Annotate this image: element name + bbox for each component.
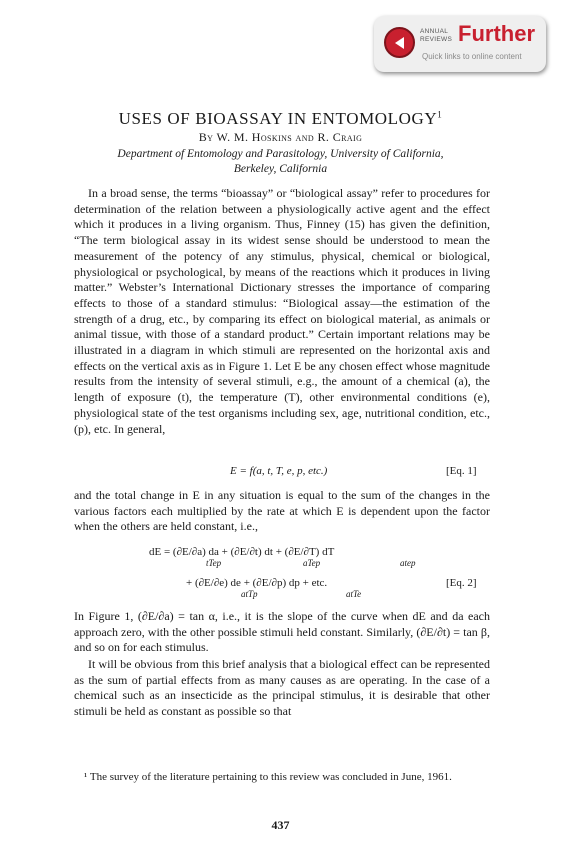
equation-2-subscript-a: tTep: [206, 558, 222, 568]
equation-1: E = f(a, t, T, e, p, etc.): [230, 465, 328, 477]
equation-2-subscript-e: atTp: [241, 589, 258, 599]
annual-reviews-further-badge[interactable]: [374, 16, 546, 72]
equation-2-subscript-T: atep: [400, 558, 416, 568]
footnote: ¹ The survey of the literature pertaining to this review was concluded in June, 1961.: [84, 771, 452, 783]
title-footnote-marker: 1: [437, 109, 443, 120]
affiliation-line-1: Department of Entomology and Parasitology, University of California,: [117, 148, 444, 160]
body-paragraph-1: In a broad sense, the terms “bioassay” or “biological assay” refer to procedures for determination of the relation between a physiologically active agent and the effect which it produces in a living organism. Thus, Finney (15) has given the definition, “The term biological assay in its widest sense should be understood to mean the measurement of the potency of any stimulus, physical, chemical or biological, physiological or psychological, by means of the reactions which it produces in living matter.” Webster’s International Dictionary stresses the importance of comparing effects to those of a standard stimulus: “Biological assay—the estimation of the strength of a drug, etc., by comparing its effect on biological material, as animals or animal tissue, with those of a standard product.” Certain important relations may be illustrated in a diagram in which stimuli are represented on the horizontal axis and effects on the vertical axis as in Figure 1. Let E be any chosen effect whose magnitude results from the intensity of several stimuli, e.g., the amount of a chemical (a), the length of exposure (t), the temperature (T), other environmental conditions (e), physiological state of the test organisms including sex, age, nutritional condition, etc., (p), etc. In general,: [74, 186, 490, 436]
page-number: 437: [271, 818, 290, 832]
play-icon: [384, 27, 415, 58]
equation-1-label: [Eq. 1]: [446, 465, 477, 477]
affiliation-line-2: Berkeley, California: [233, 163, 328, 175]
badge-further-title: Further: [458, 21, 535, 46]
badge-annual-reviews-label: ANNUAL REVIEWS: [420, 28, 453, 43]
badge-subtitle: Quick links to online content: [422, 52, 522, 61]
equation-2-line-2: + (∂E/∂e) de + (∂E/∂p) dp + etc.: [186, 577, 328, 589]
equation-2-subscript-t: aTep: [303, 558, 321, 568]
article-authors: By W. M. Hoskins and R. Craig: [198, 130, 363, 144]
equation-2-label: [Eq. 2]: [446, 577, 477, 589]
article-title: USES OF BIOASSAY IN ENTOMOLOGY$^1$: [118, 109, 443, 128]
body-paragraph-3: In Figure 1, (∂E/∂a) = tan α, i.e., it is the slope of the curve when dE and da each approach zero, with the other possible stimuli held constant. Similarly, (∂E/∂t) = tan β, and so on for each stimulus.: [74, 609, 490, 655]
equation-2-line-1: dE = (∂E/∂a) da + (∂E/∂t) dt + (∂E/∂T) dT: [149, 546, 335, 558]
body-paragraph-4: It will be obvious from this brief analysis that a biological effect can be represented as the sum of partial effects from as many causes as are operating. In the case of a chemical such as an insecticide as the principal stimulus, it is desirable that other stimuli be held as constant as possible so that: [74, 657, 490, 719]
equation-2-subscript-p: atTe: [346, 589, 362, 599]
body-paragraph-2: and the total change in E in any situation is equal to the sum of the changes in the various factors each multiplied by the rate at which E is dependent upon the factor when the others are held constant, i.e.,: [74, 488, 490, 534]
